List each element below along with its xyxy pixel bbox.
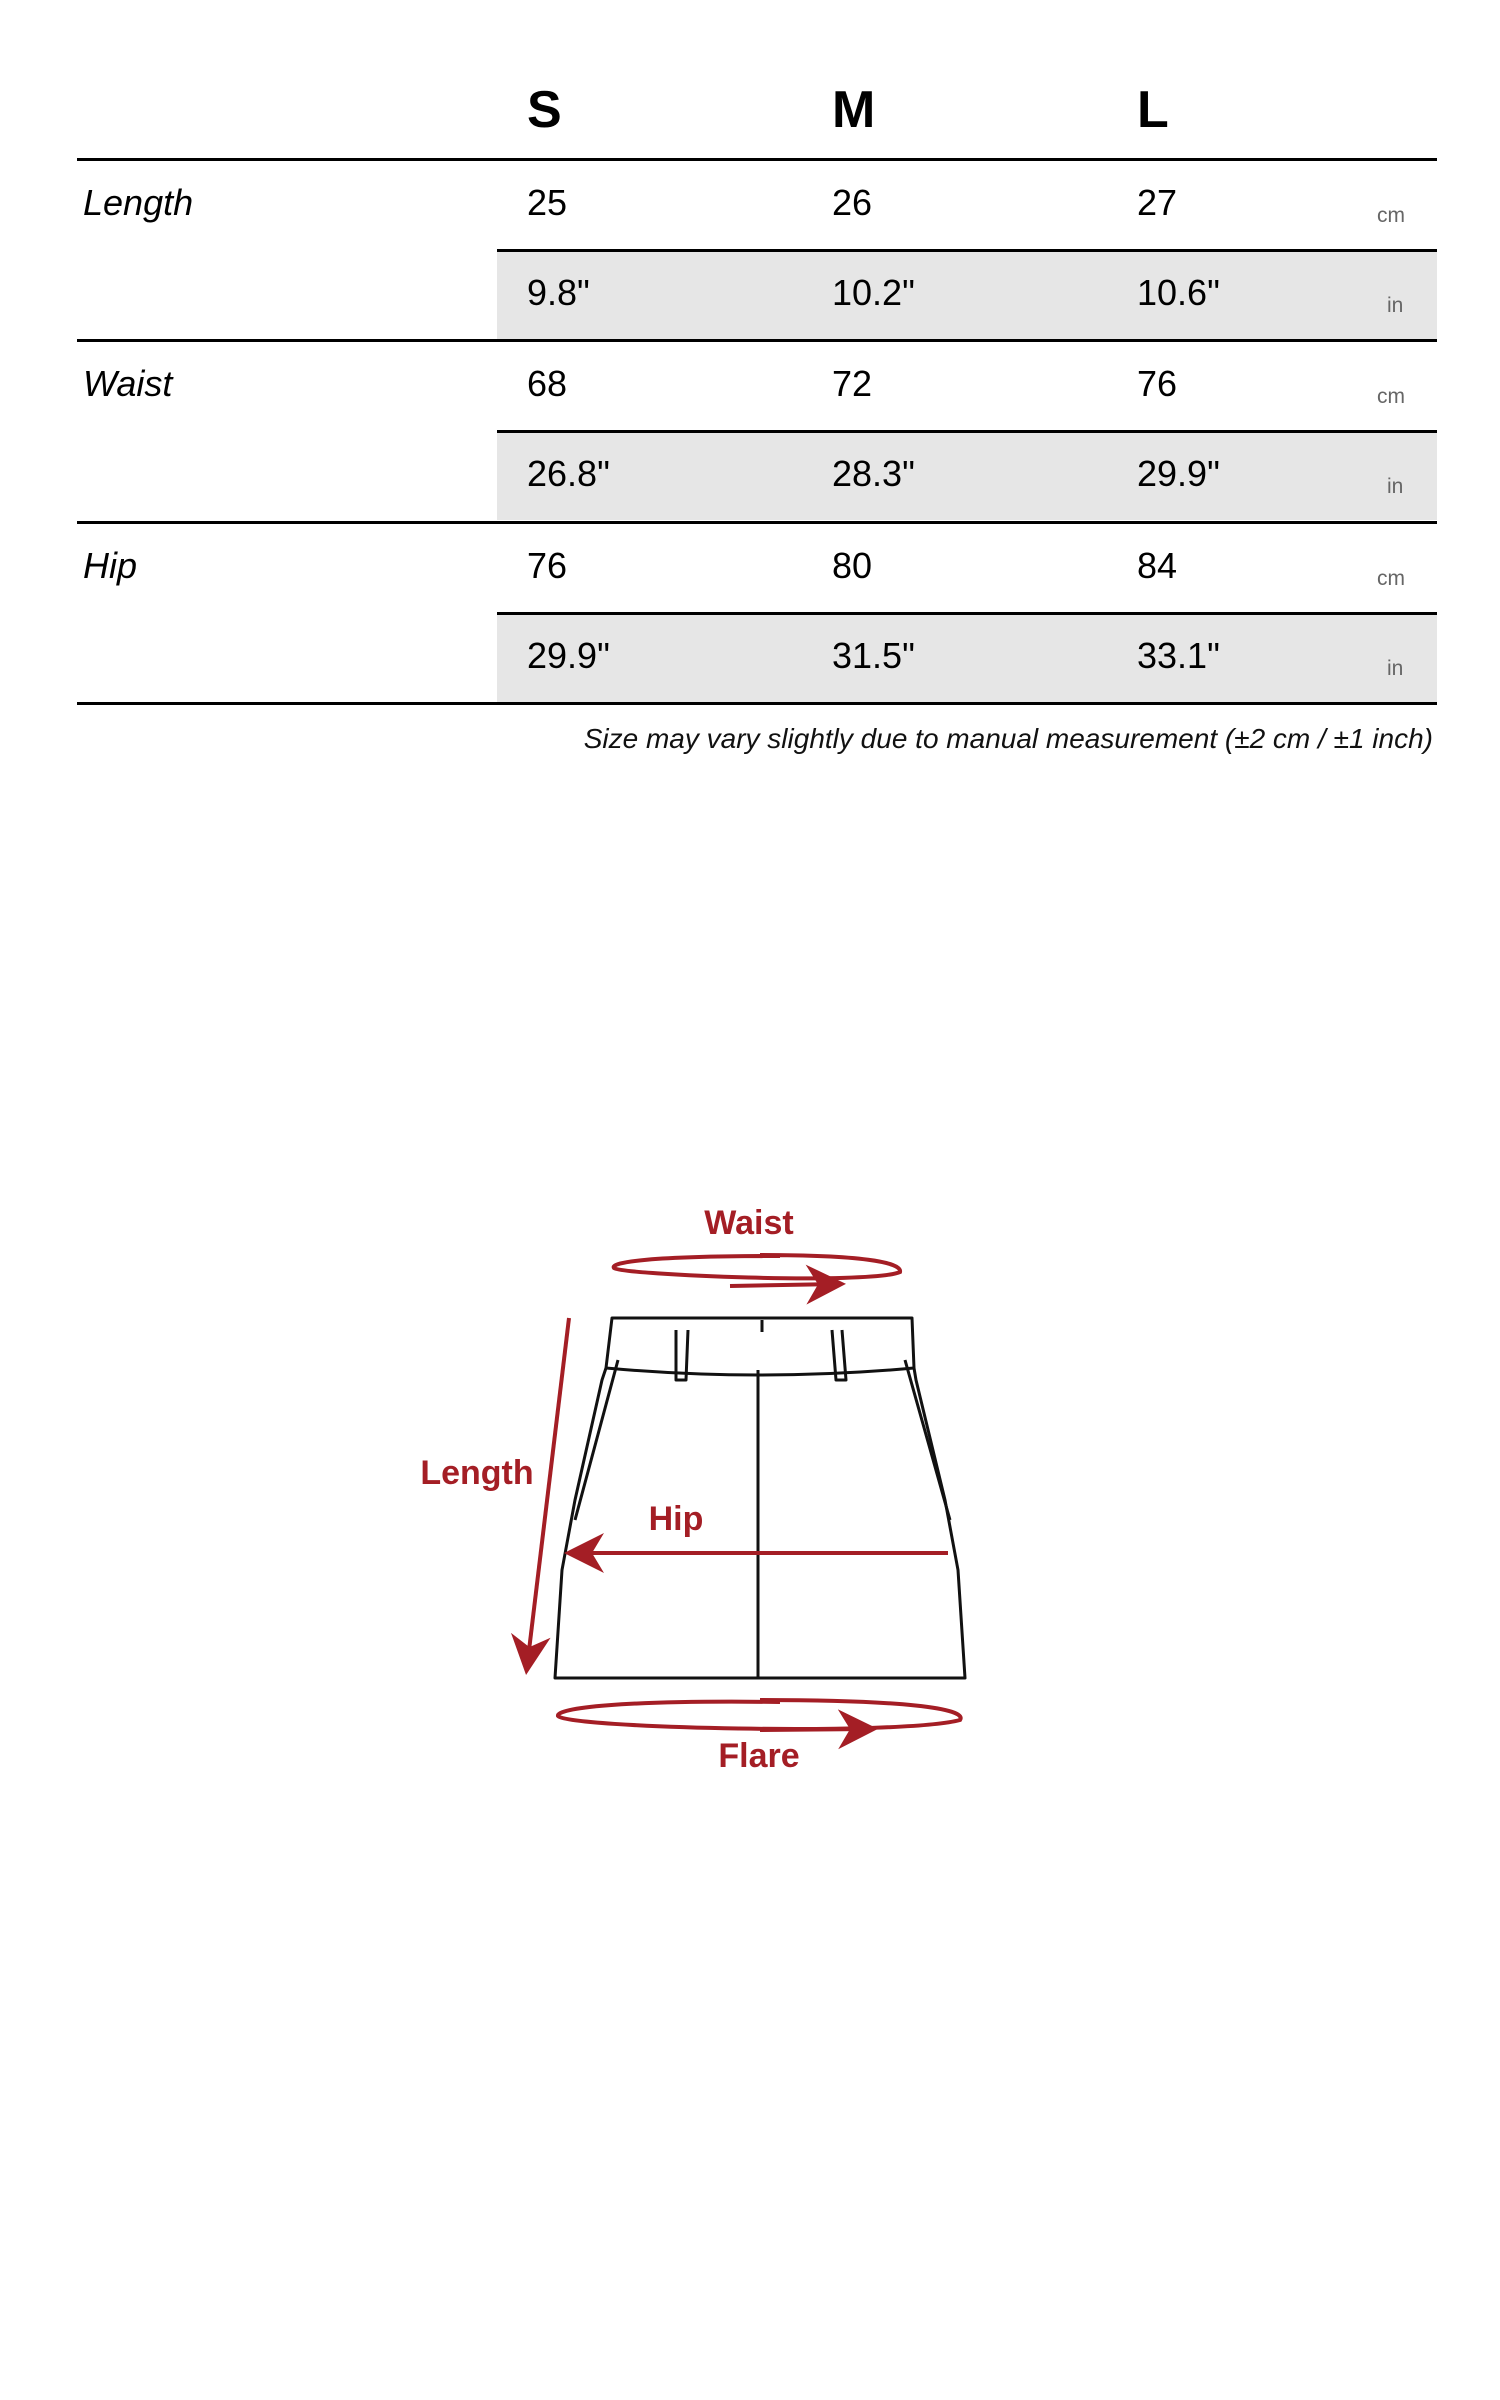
- flare-measure-arrow: [558, 1700, 961, 1730]
- hip-label: Hip: [648, 1500, 704, 1538]
- hip-cm-l: 84: [1137, 545, 1178, 586]
- length-in-m: 10.2": [832, 272, 915, 313]
- size-header-l: L: [1137, 81, 1169, 139]
- length-in-l: 10.6": [1137, 272, 1220, 313]
- length-in-s: 9.8": [527, 272, 590, 313]
- row-label-waist: Waist: [83, 363, 173, 404]
- waist-cm-m: 72: [832, 363, 873, 404]
- unit-in: in: [1387, 475, 1404, 498]
- unit-cm: cm: [1377, 204, 1405, 227]
- length-cm-m: 26: [832, 182, 873, 223]
- hip-in-s: 29.9": [527, 635, 610, 676]
- waist-measure-arrow: [614, 1255, 900, 1286]
- waist-label: Waist: [704, 1204, 794, 1242]
- row-label-length: Length: [83, 182, 194, 223]
- unit-in: in: [1387, 657, 1404, 680]
- waist-cm-s: 68: [527, 363, 568, 404]
- waist-in-s: 26.8": [527, 453, 610, 494]
- length-label: Length: [420, 1454, 534, 1492]
- unit-cm: cm: [1377, 567, 1405, 590]
- waist-in-m: 28.3": [832, 453, 915, 494]
- row-label-hip: Hip: [83, 545, 138, 586]
- unit-cm: cm: [1377, 385, 1405, 408]
- hip-cm-s: 76: [527, 545, 568, 586]
- size-header-m: M: [832, 81, 876, 139]
- hip-in-l: 33.1": [1137, 635, 1220, 676]
- length-cm-l: 27: [1137, 182, 1178, 223]
- length-cm-s: 25: [527, 182, 568, 223]
- measurement-note: Size may vary slightly due to manual measurement (±2 cm / ±1 inch): [583, 723, 1433, 754]
- waist-cm-l: 76: [1137, 363, 1178, 404]
- hip-in-m: 31.5": [832, 635, 915, 676]
- size-header-s: S: [527, 81, 562, 139]
- waist-in-l: 29.9": [1137, 453, 1220, 494]
- flare-label: Flare: [718, 1737, 800, 1775]
- skirt-illustration: [555, 1318, 965, 1678]
- hip-cm-m: 80: [832, 545, 873, 586]
- unit-in: in: [1387, 294, 1404, 317]
